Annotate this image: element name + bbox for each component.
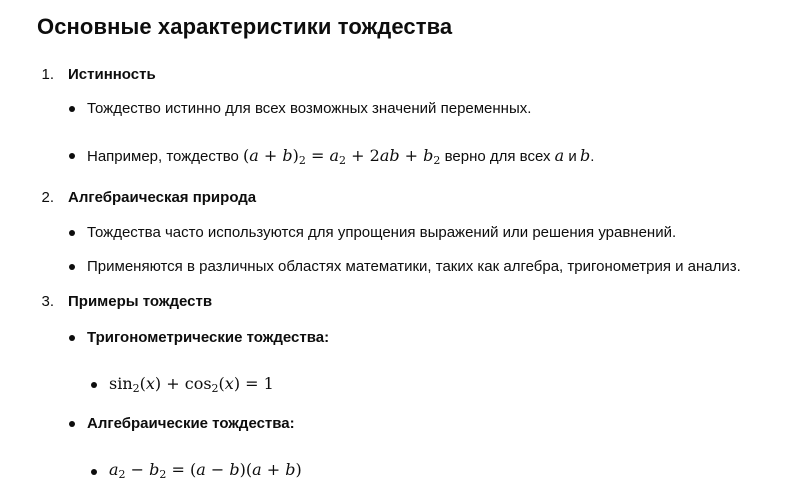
bullet-icon — [69, 335, 75, 341]
section-number: 2. — [41, 189, 54, 206]
variable-b: b — [579, 146, 591, 165]
bullet-icon — [69, 421, 75, 427]
bullet-icon — [69, 106, 75, 112]
section-heading: Алгебраическая природа — [68, 189, 257, 206]
bullet-icon — [69, 153, 75, 159]
list-item: Тождество истинно для всех возможных значений переменных. — [87, 100, 532, 117]
item-period: . — [590, 148, 595, 165]
list-item-with-formula — [87, 146, 594, 165]
bullet-icon — [69, 264, 75, 270]
algebraic-identity-formula: $a_2 - b_2 = (a - b)(a + b)$ — [109, 460, 302, 481]
bullet-icon — [69, 230, 75, 236]
page-title: Основные характеристики тождества — [37, 14, 453, 39]
item-text: верно для всех — [444, 148, 551, 165]
variable-a: a — [554, 146, 565, 165]
bullet-icon — [91, 469, 97, 475]
list-item: Применяются в различных областях математики, таких как алгебра, тригонометрия и анализ. — [87, 258, 741, 275]
section-heading: Истинность — [68, 66, 156, 83]
conjunction: и — [568, 148, 577, 165]
section-number: 1. — [41, 66, 54, 83]
identity-formula: $(a + b)_2 = a_2 + 2ab + b_2$ — [243, 146, 441, 167]
section-heading: Примеры тождеств — [68, 293, 213, 310]
list-item: Тождества часто используются для упрощения выражений или решения уравнений. — [87, 224, 677, 241]
item-text: Например, тождество — [87, 148, 239, 165]
subsection-label: Тригонометрические тождества: — [87, 329, 330, 346]
section-number: 3. — [41, 293, 54, 310]
bullet-icon — [91, 382, 97, 388]
subsection-label: Алгебраические тождества: — [87, 415, 295, 432]
trig-identity-formula: $\sin_2(x) + \cos_2(x) = 1$ — [109, 374, 274, 395]
